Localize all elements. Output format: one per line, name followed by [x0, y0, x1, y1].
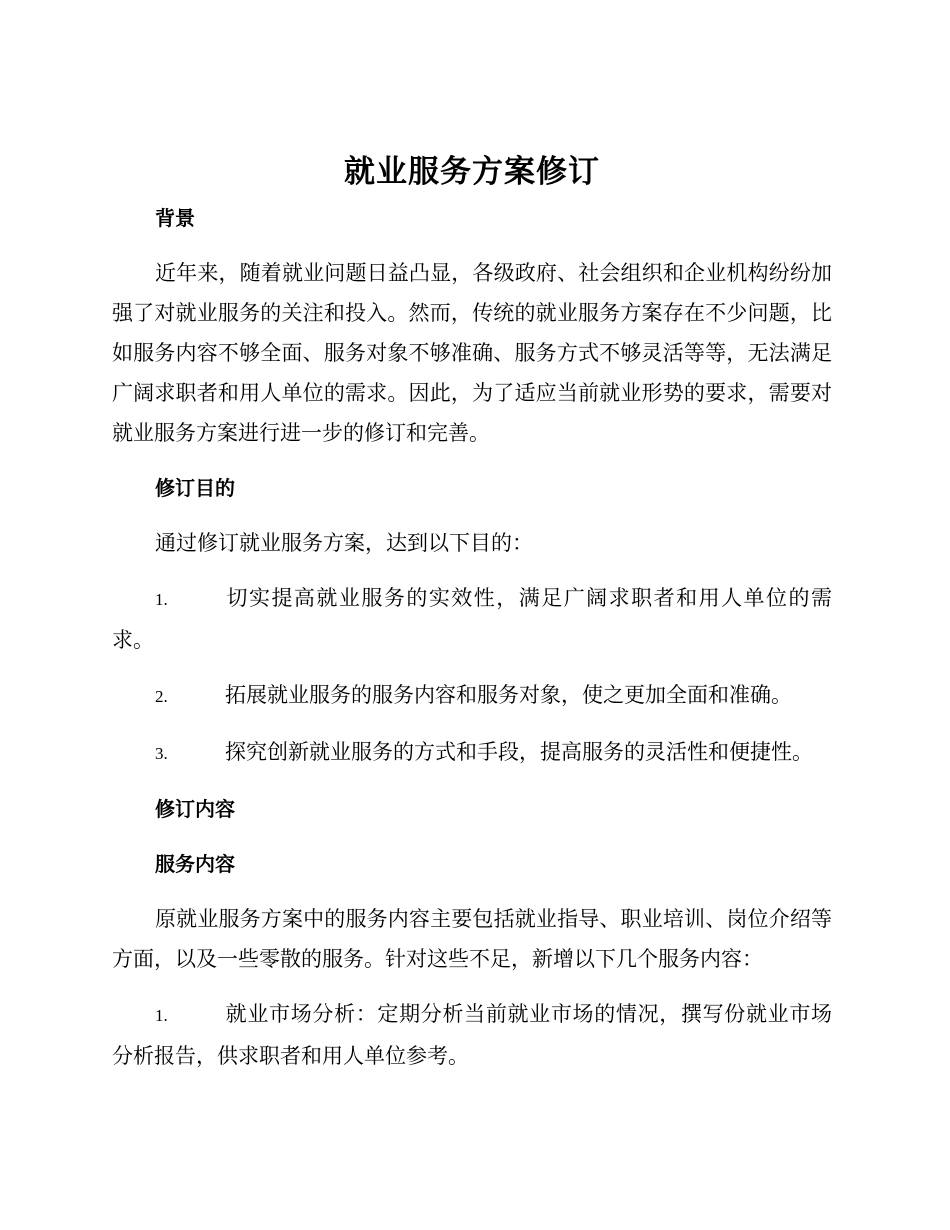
- goal-item-text: 拓展就业服务的服务内容和服务对象，使之更加全面和准确。: [225, 683, 792, 707]
- service-item-text: 就业市场分析：定期分析当前就业市场的情况，撰写份就业市场分析报告，供求职者和用人单位参考。: [112, 1002, 832, 1068]
- section-heading-goals: 修订目的: [155, 476, 235, 500]
- goal-item-2: [112, 675, 832, 717]
- subsection-heading-service-content: 服务内容: [155, 852, 235, 876]
- goal-item-number: 2.: [155, 687, 168, 706]
- section-heading-content: 修订内容: [155, 797, 235, 821]
- goal-item-3: [112, 732, 832, 774]
- goal-item-text: 切实提高就业服务的实效性，满足广阔求职者和用人单位的需求。: [112, 586, 832, 652]
- service-item-1: [112, 994, 832, 1076]
- service-item-number: 1.: [155, 1006, 168, 1025]
- service-content-paragraph: 原就业服务方案中的服务内容主要包括就业指导、职业培训、岗位介绍等方面，以及一些零散的服务。针对这些不足，新增以下几个服务内容：: [112, 907, 832, 971]
- document-title: 就业服务方案修订: [344, 154, 600, 190]
- goal-item-number: 1.: [155, 590, 168, 609]
- goal-item-text: 探究创新就业服务的方式和手段，提高服务的灵活性和便捷性。: [225, 740, 813, 764]
- goal-item-number: 3.: [155, 744, 168, 763]
- section-heading-background: 背景: [155, 206, 195, 230]
- document-body: [112, 146, 832, 1091]
- goal-item-1: [112, 578, 832, 660]
- background-paragraph: 近年来，随着就业问题日益凸显，各级政府、社会组织和企业机构纷纷加强了对就业服务的关注和投入。然而，传统的就业服务方案存在不少问题，比如服务内容不够全面、服务对象不够准确、服务方式不够灵活等等，无法满足广阔求职者和用人单位的需求。因此，为了适应当前就业形势的要求，需要对就业服务方案进行进一步的修订和完善。: [112, 261, 832, 445]
- goals-intro: 通过修订就业服务方案，达到以下目的：: [155, 531, 533, 555]
